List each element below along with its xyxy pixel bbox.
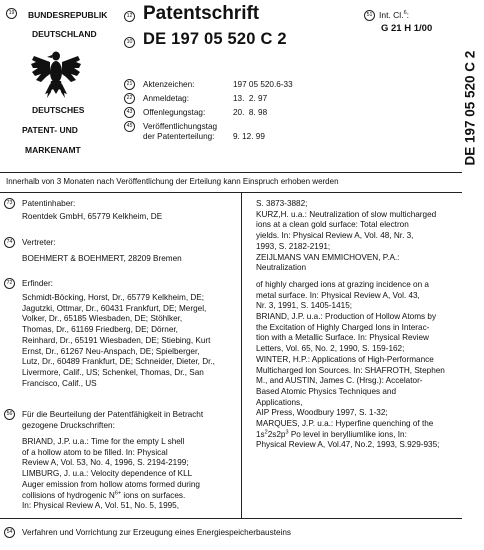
inventor-line: Lutz, Dr., 60489 Frankfurt, DE; Schneider, Dieter, Dr.,	[22, 357, 215, 367]
reference-line: BRIAND, J.P. u.a.: Time for the empty L shell	[22, 437, 185, 446]
references-heading-line: Für die Beurteilung der Patentfähigkeit in Betracht	[22, 410, 204, 419]
representative-value: BOEHMERT & BOEHMERT, 28209 Bremen	[22, 254, 182, 263]
inventor-line: Jagutzki, Ottmar, Dr., 60431 Frankfurt, DE; Mergel,	[22, 303, 207, 313]
divider-bottom	[0, 518, 462, 519]
owner-label: Patentinhaber:	[22, 199, 76, 208]
grant-date-value: 9. 12. 99	[233, 132, 265, 141]
reference-line: Nr. 3, 1991, S. 1405-1415;	[256, 301, 353, 311]
reference-line: of a hollow atom to be filled. In: Physical	[22, 447, 168, 457]
reference-line: Physical Review A, Vol.47, No.2, 1993, S.929-935;	[256, 440, 440, 450]
intcl-value: G 21 H 1/00	[381, 23, 433, 34]
grant-date-label: Veröffentlichungstag	[143, 122, 218, 131]
inventor-line: Thomas, Dr., 61169 Friedberg, DE; Dörner,	[22, 325, 178, 335]
inventor-line: Francisco, Calif., US	[22, 378, 97, 388]
inventors-label: Erfinder:	[22, 279, 53, 288]
inventor-line: Reinhard, Dr., 65191 Wiesbaden, DE; Stiebing, Kurt	[22, 335, 211, 345]
divider-top	[0, 172, 462, 173]
application-number-label: Aktenzeichen:	[143, 80, 195, 89]
inid-10: 10	[124, 37, 135, 48]
owner-value: Roentdek GmbH, 65779 Kelkheim, DE	[22, 212, 163, 221]
inid-72: 72	[4, 278, 15, 289]
inid-74: 74	[4, 237, 15, 248]
reference-line: S. 3873-3882;	[256, 199, 308, 208]
reference-line: M., and AUSTIN, James C. (Hrsg.): Accelator-	[256, 376, 423, 386]
inventor-line: Schmidt-Böcking, Horst, Dr., 65779 Kelkheim, DE;	[22, 293, 205, 302]
office-line3: MARKENAMT	[25, 145, 81, 155]
reference-line: BRIAND, J.P. u.a.: Production of Hollow Atoms by	[256, 312, 437, 322]
reference-line: Auger emission from hollow atoms formed during	[22, 479, 200, 489]
inid-73: 73	[4, 198, 15, 209]
inid-12: 12	[124, 11, 135, 22]
doc-number: DE 197 05 520 C 2	[143, 30, 287, 48]
invention-title: Verfahren und Vorrichtung zur Erzeugung eines Energiespeicherbausteins	[22, 528, 291, 537]
reference-line: Letters, Vol. 65, No. 2, 1990, S. 159-162;	[256, 344, 405, 354]
references-heading-line: gezogene Druckschriften:	[22, 420, 115, 430]
inid-45: 45	[124, 121, 135, 132]
representative-label: Vertreter:	[22, 238, 56, 247]
inventor-line: Ernst, Dr., 61267 Neu-Anspach, DE; Spielberger,	[22, 346, 200, 356]
inid-56: 56	[4, 409, 15, 420]
reference-line: ZEIJLMANS VAN EMMICHOVEN, P.A.:	[256, 252, 400, 262]
country-line1: BUNDESREPUBLIK	[28, 10, 108, 20]
filing-date-value: 13. 2. 97	[233, 94, 268, 103]
federal-eagle-emblem	[28, 46, 84, 102]
reference-line: WINTER, H.P.: Applications of High-Performance	[256, 354, 434, 364]
divider-notice	[0, 192, 462, 193]
reference-line: Multicharged Ion Sources. In: SHAFROTH, Stephen	[256, 365, 445, 375]
inid-21: 21	[124, 79, 135, 90]
reference-line: Based Atomic Physics Techniques and	[256, 386, 397, 396]
reference-line: Neutralization	[256, 263, 307, 273]
grant-date-label2: der Patenterteilung:	[143, 132, 215, 141]
side-patent-number: DE 197 05 520 C 2	[462, 50, 478, 166]
inid-54: 54	[4, 527, 15, 538]
reference-line: In: Physical Review A, Vol. 51, No. 5, 1995,	[22, 501, 180, 511]
intcl-sup: 6	[403, 10, 407, 17]
reference-line: Applications,	[256, 397, 303, 407]
inid-19: 19	[6, 8, 17, 19]
reference-line: yields. In: Physical Review A, Vol. 48, Nr. 3,	[256, 231, 414, 241]
reference-line: AIP Press, Woodbury 1997, S. 1-32;	[256, 408, 388, 418]
reference-line: MARQUES, J.P. u.a.: Hyperfine quenching of the	[256, 419, 434, 429]
reference-line: of highly charged ions at grazing incidence on a	[256, 279, 429, 289]
doc-type-title: Patentschrift	[143, 3, 260, 24]
references-heading	[22, 410, 203, 431]
office-line2: PATENT- UND	[22, 125, 78, 135]
reference-line: ions at a clean gold surface: Total electron	[256, 220, 409, 230]
publication-date-label: Offenlegungstag:	[143, 108, 206, 117]
references-left	[22, 437, 200, 512]
references-right	[256, 199, 445, 451]
country-line2: DEUTSCHLAND	[32, 29, 97, 39]
reference-line: the Excitation of Highly Charged Ions in Interac-	[256, 322, 430, 332]
column-divider	[241, 192, 242, 518]
reference-line: metal surface. In: Physical Review A, Vol. 43,	[256, 290, 420, 300]
inid-43: 43	[124, 107, 135, 118]
filing-date-label: Anmeldetag:	[143, 94, 189, 103]
opposition-notice: Innerhalb von 3 Monaten nach Veröffentlichung der Erteilung kann Einspruch erhoben werden	[6, 177, 339, 186]
inid-51: 51	[364, 10, 375, 21]
reference-line: Review A, Vol. 53, No. 4, 1996, S. 2194-2199;	[22, 458, 189, 468]
inventors-list	[22, 293, 215, 389]
office-line1: DEUTSCHES	[32, 105, 85, 115]
inventor-line: Volker, Dr., 65185 Wiesbaden, DE; Stöhlker,	[22, 314, 183, 324]
intcl-label-wrap: Int. Cl.$^6$:	[379, 10, 409, 20]
application-number-value: 197 05 520.6-33	[233, 80, 293, 89]
reference-line: 1993, S. 2182-2191;	[256, 241, 331, 251]
reference-line: tion with a Metallic Surface. In: Physical Review	[256, 333, 429, 343]
reference-line-formula: $1s^22s2p^3$ Po level in berylliumlike ions, In:	[256, 429, 407, 439]
publication-date-value: 20. 8. 98	[233, 108, 268, 117]
reference-line-ion: collisions of hydrogenic $N^{6+}$ ions on surfaces.	[22, 489, 186, 500]
reference-line: KURZ,H. u.a.: Neutralization of slow multicharged	[256, 209, 437, 219]
inventor-line: Livermore, Calif., US; Schenkel, Thomas, Dr., San	[22, 367, 204, 377]
inid-22: 22	[124, 93, 135, 104]
intcl-label: Int. Cl.	[379, 10, 404, 20]
reference-line: LIMBURG, J. u.a.: Velocity dependence of KLL	[22, 469, 193, 479]
